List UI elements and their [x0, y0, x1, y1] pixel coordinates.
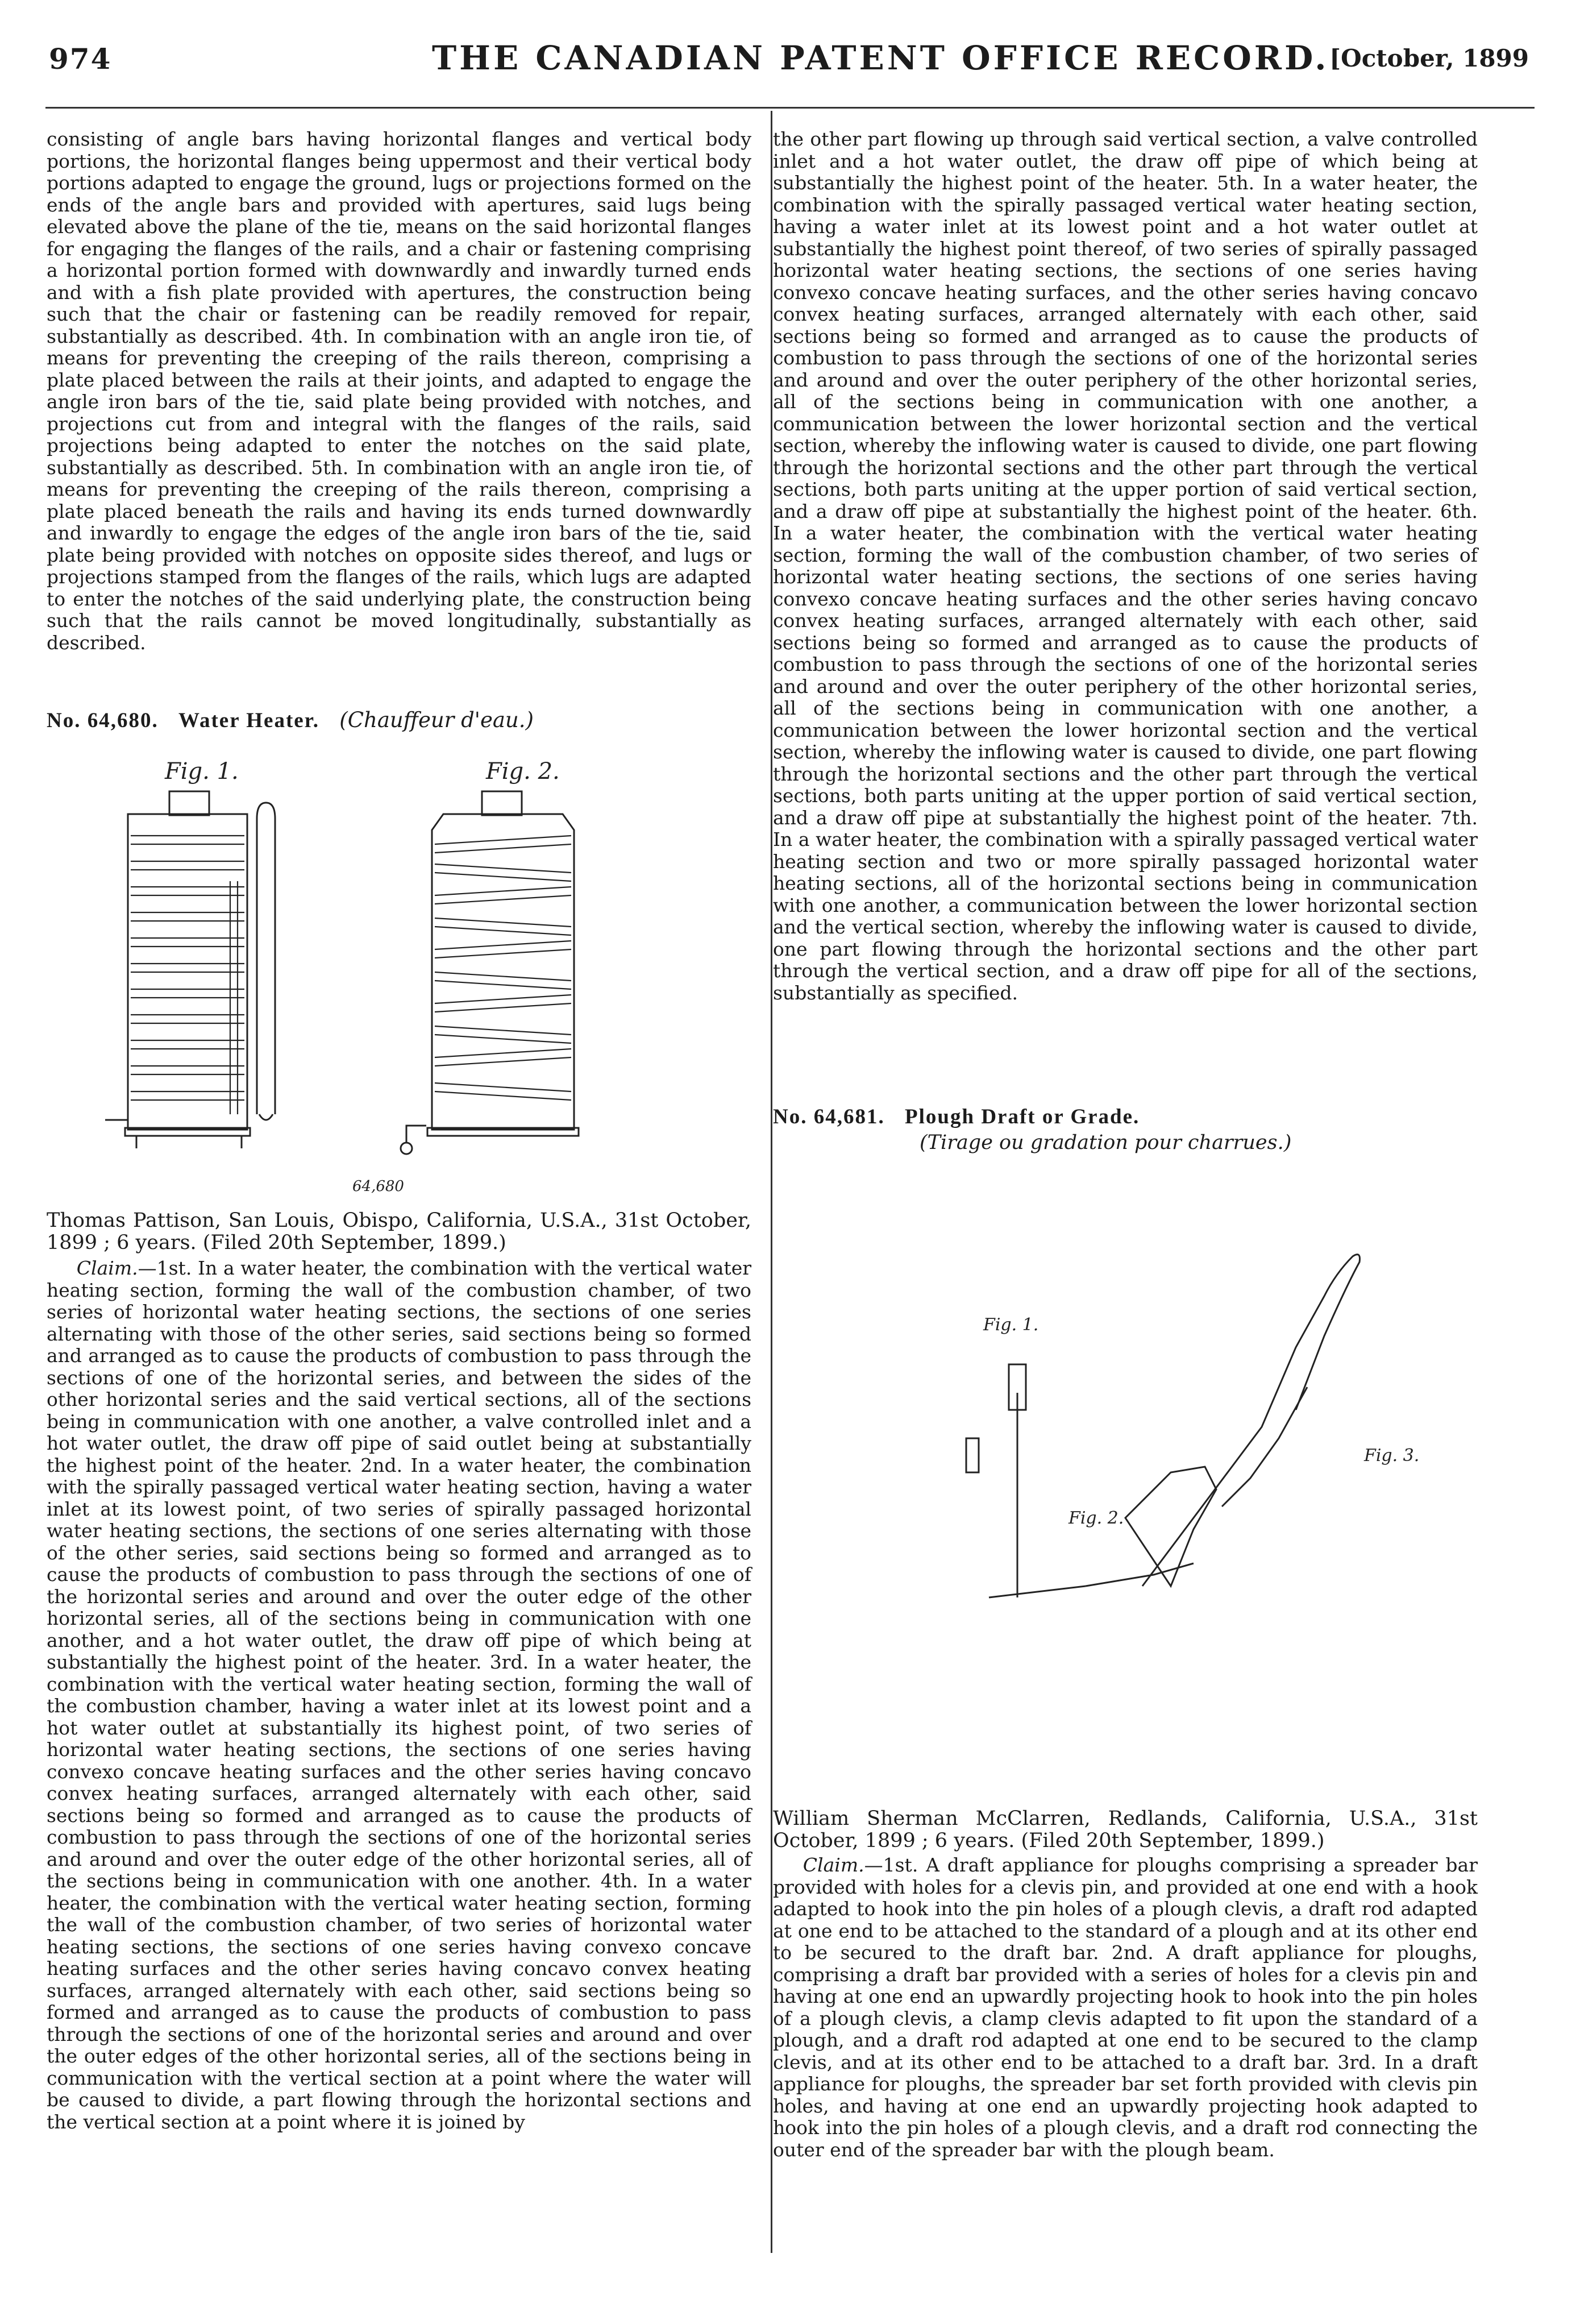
- page-number: 974: [49, 42, 112, 76]
- fig1-top-cap: [169, 791, 209, 815]
- patent-64681-claims: [773, 1854, 1478, 2161]
- patent-64681-heading: [773, 1104, 1140, 1129]
- fig2-valve-wheel: [401, 1143, 412, 1154]
- water-heater-drawing: [80, 750, 716, 1205]
- patent-64680-claims-continued: the other part flowing up through said vertical section, a valve controlled inlet and a hot water outlet, the draw off pipe of which being at substantially the highest point of the heater. 5th. In a water heater, the combination with the spirally passaged vertical water heating section, having a water inlet at its lowest point and a hot water outlet at substantially the highest point thereof, of two series of spirally passaged horizontal water heating sections, the sections of one series having convexo concave heating surfaces, and the other series having concavo convex heating surfaces, arranged alternately with each other, said sections being so formed and arranged as to cause the products of combustion to pass through the sections of one of the horizontal series and around and over the outer periphery of the other horizontal series, all of the sections being in communication with one another, a communication between the lower horizontal section and the vertical section, whereby the inflowing water is caused to divide, one part flowing through the horizontal sections and the other part through the vertical sections, both parts uniting at the upper portion of said vertical section, and a draw off pipe at substantially the highest point of the heater. 6th. In a water heater, the combination with the vertical water heating section, forming the wall of the combustion chamber, of two series of horizontal water heating sections, the sections of one series having convexo concave heating surfaces and the other series having concavo convex heating surfaces, arranged alternately with each other, said sections being so formed and arranged as to cause the products of combustion to pass through the sections of one of the horizontal series and around and over the outer periphery of the other horizontal series, all of the sections being in communication with one another, a communication between the lower horizontal section and the vertical section, whereby the inflowing water is caused to divide, one part flowing through the horizontal sections and the other part through the vertical sections, both parts uniting at the upper portion of said vertical section, and a draw off pipe at substantially the highest point of the heater. 7th. In a water heater, the combination with a spirally passaged vertical water heating section and two or more spirally passaged horizontal water heating sections, all of the horizontal sections being in communication with one another, a communication between the lower horizontal section and the vertical section, whereby the inflowing water is caused to divide, one part flowing through the horizontal sections and the other part through the vertical section, and a draw off pipe for all of the sections, substantially as specified.: [773, 128, 1478, 1004]
- column-divider: [771, 111, 772, 2253]
- patent-64681-inventor: William Sherman McClarren, Redlands, California, U.S.A., 31st October, 1899 ; 6 years. (Filed 20th September, 1899.): [773, 1807, 1478, 1852]
- journal-title: THE CANADIAN PATENT OFFICE RECORD.: [432, 39, 1329, 77]
- patent-64680-inventor: Thomas Pattison, San Louis, Obispo, California, U.S.A., 31st October, 1899 ; 6 years. (Filed 20th September, 1899.): [47, 1209, 751, 1254]
- plough-fig2-label: Fig. 2.: [1068, 1508, 1124, 1528]
- patent-64680-title: Water Heater.: [178, 709, 319, 732]
- plough-beam: [1222, 1387, 1307, 1507]
- fig2-inlet-valve: [406, 1126, 426, 1143]
- plough-handle: [1142, 1255, 1360, 1586]
- claim-label: Claim.: [803, 1854, 864, 1876]
- patent-64680-heading: [47, 708, 534, 733]
- patent-64680-number: No. 64,680.: [47, 709, 159, 732]
- plough-mouldboard: [1125, 1467, 1216, 1586]
- claim-label: Claim.: [76, 1257, 138, 1279]
- plough-share: [1086, 1563, 1194, 1586]
- left-column: [47, 128, 751, 654]
- fig1-label: Fig. 1.: [165, 758, 239, 785]
- claims-text: —1st. A draft appliance for ploughs comprising a spreader bar provided with holes for a clevis pin, and provided at one end with a hook adapted to hook into the pin holes of a plough clevis, a draft rod adapted at one end to be attached to the standard of a plough and at its other end to be secured to the draft bar. 2nd. A draft appliance for ploughs, comprising a draft bar provided with a series of holes for a clevis pin and having at one end an upwardly projecting hook to hook into the pin holes of a plough clevis, a clamp clevis adapted to fit upon the standard of a plough, and a draft rod adapted at one end to be secured to the clamp clevis, and at its other end to be attached to a draft bar. 3rd. In a draft appliance for ploughs, the spreader bar set forth provided with clevis pin holes, and having at one end an upwardly projecting hook adapted to hook into the pin holes of a plough clevis, and a draft rod connecting the outer end of the spreader bar with the plough beam.: [773, 1854, 1478, 2161]
- patent-64681-title: Plough Draft or Grade.: [905, 1105, 1140, 1128]
- patent-64680-french-title: (Chauffeur d'eau.): [339, 708, 534, 732]
- fig1-pipe-bend: [259, 1114, 273, 1120]
- drawing-number: 64,680: [352, 1178, 404, 1195]
- plough-fig3-label: Fig. 3.: [1364, 1446, 1420, 1466]
- fig2-casing: [432, 814, 574, 1130]
- spreader-bar: [989, 1586, 1086, 1597]
- header-rule: [45, 107, 1535, 109]
- fig2-sections: [435, 836, 571, 1100]
- fig1-draw-off-pipe: [257, 803, 275, 1114]
- continued-claims-text: consisting of angle bars having horizontal flanges and vertical body portions, the horizontal flanges being uppermost and their vertical body portions adapted to engage the ground, lugs or projections formed on the ends of the angle bars and provided with apertures, said lugs being elevated above the plane of the tie, means on the said horizontal flanges for engaging the flanges of the rails, and a chair or fastening comprising a horizontal portion formed with downwardly and inwardly turned ends and with a fish plate provided with apertures, the construction being such that the chair or fastening can be readily removed for repair, substantially as described. 4th. In combination with an angle iron tie, of means for preventing the creeping of the rails thereon, comprising a plate placed between the rails at their joints, and adapted to engage the angle iron bars of the tie, said plate being provided with notches, and projections cut from and integral with the flanges of the rails, said projections being adapted to enter the notches on the said plate, substantially as described. 5th. In combination with an angle iron tie, of means for preventing the creeping of the rails thereon, comprising a plate placed beneath the rails and having its ends turned downwardly and inwardly to engage the edges of the angle iron bars of the tie, said plate being provided with notches on opposite sides thereof, and lugs or projections stamped from the flanges of the rails, which lugs are adapted to enter the notches of the said underlying plate, the construction being such that the rails cannot be moved longitudinally, substantially as described.: [47, 128, 751, 654]
- fig2-top-cap: [482, 791, 522, 815]
- claims-text: —1st. In a water heater, the combination with the vertical water heating section, forming the wall of the combustion chamber, of two series of horizontal water heating sections, the sections of one series alternating with those of the other series, said sections being so formed and arranged as to cause the products of combustion to pass through the sections of one of the horizontal series, and between the sides of the other horizontal series and the said vertical sections, all of the sections being in communication with one another, a valve controlled inlet and a hot water outlet, the draw off pipe of said outlet being at substantially the highest point of the heater. 2nd. In a water heater, the combination with the spirally passaged vertical water heating section, having a water inlet at its lowest point, of two series of spirally passaged horizontal water heating sections, the sections of one series alternating with those of the other series, said sections being so formed and arranged as to cause the products of combustion to pass through the sections of one of the horizontal series and around and over the outer edge of the other horizontal series, all of the sections being in communication with one another, and a hot water outlet, the draw off pipe of which being at substantially the highest point of the heater. 3rd. In a water heater, the combination with the vertical water heating section, forming the wall of the combustion chamber, having a water inlet at its lowest point and a hot water outlet at substantially its highest point, of two series of horizontal water heating sections, the sections of one series having convexo concave heating surfaces and the other series having concavo convex heating surfaces, arranged alternately with each other, said sections being so formed and arranged as to cause the products of combustion to pass through the sections of one of the horizontal series and around and over the outer edge of the other horizontal series, all of the sections being in communication with one another. 4th. In a water heater, the combination with the vertical water heating section, forming the wall of the combustion chamber, of two series of horizontal water heating sections, the sections of one series having convexo concave heating surfaces and the other series having concavo convex heating surfaces, arranged alternately with each other, said sections being so formed and arranged as to cause the products of combustion to pass through the sections of one of the horizontal series and around and over the outer edges of the other horizontal series, all of the sections being in communication with the vertical section at a point where the water will be caused to divide, a part flowing through the horizontal sections and the vertical section at a point where it is joined by: [47, 1257, 751, 2133]
- page-header: [45, 39, 1535, 84]
- hook-detail: [966, 1438, 979, 1472]
- patent-64680-claims: [47, 1258, 751, 2133]
- plough-draft-drawing: [955, 1222, 1455, 1723]
- patent-64681-french-title: (Tirage ou gradation pour charrues.): [920, 1131, 1292, 1154]
- fig1-sections: [131, 836, 244, 1114]
- issue-date: [October, 1899: [1329, 44, 1529, 72]
- fig2-label: Fig. 2.: [486, 758, 560, 785]
- plough-fig1-label: Fig. 1.: [983, 1315, 1039, 1335]
- right-column: [773, 128, 1478, 1004]
- patent-64681-number: No. 64,681.: [773, 1105, 885, 1128]
